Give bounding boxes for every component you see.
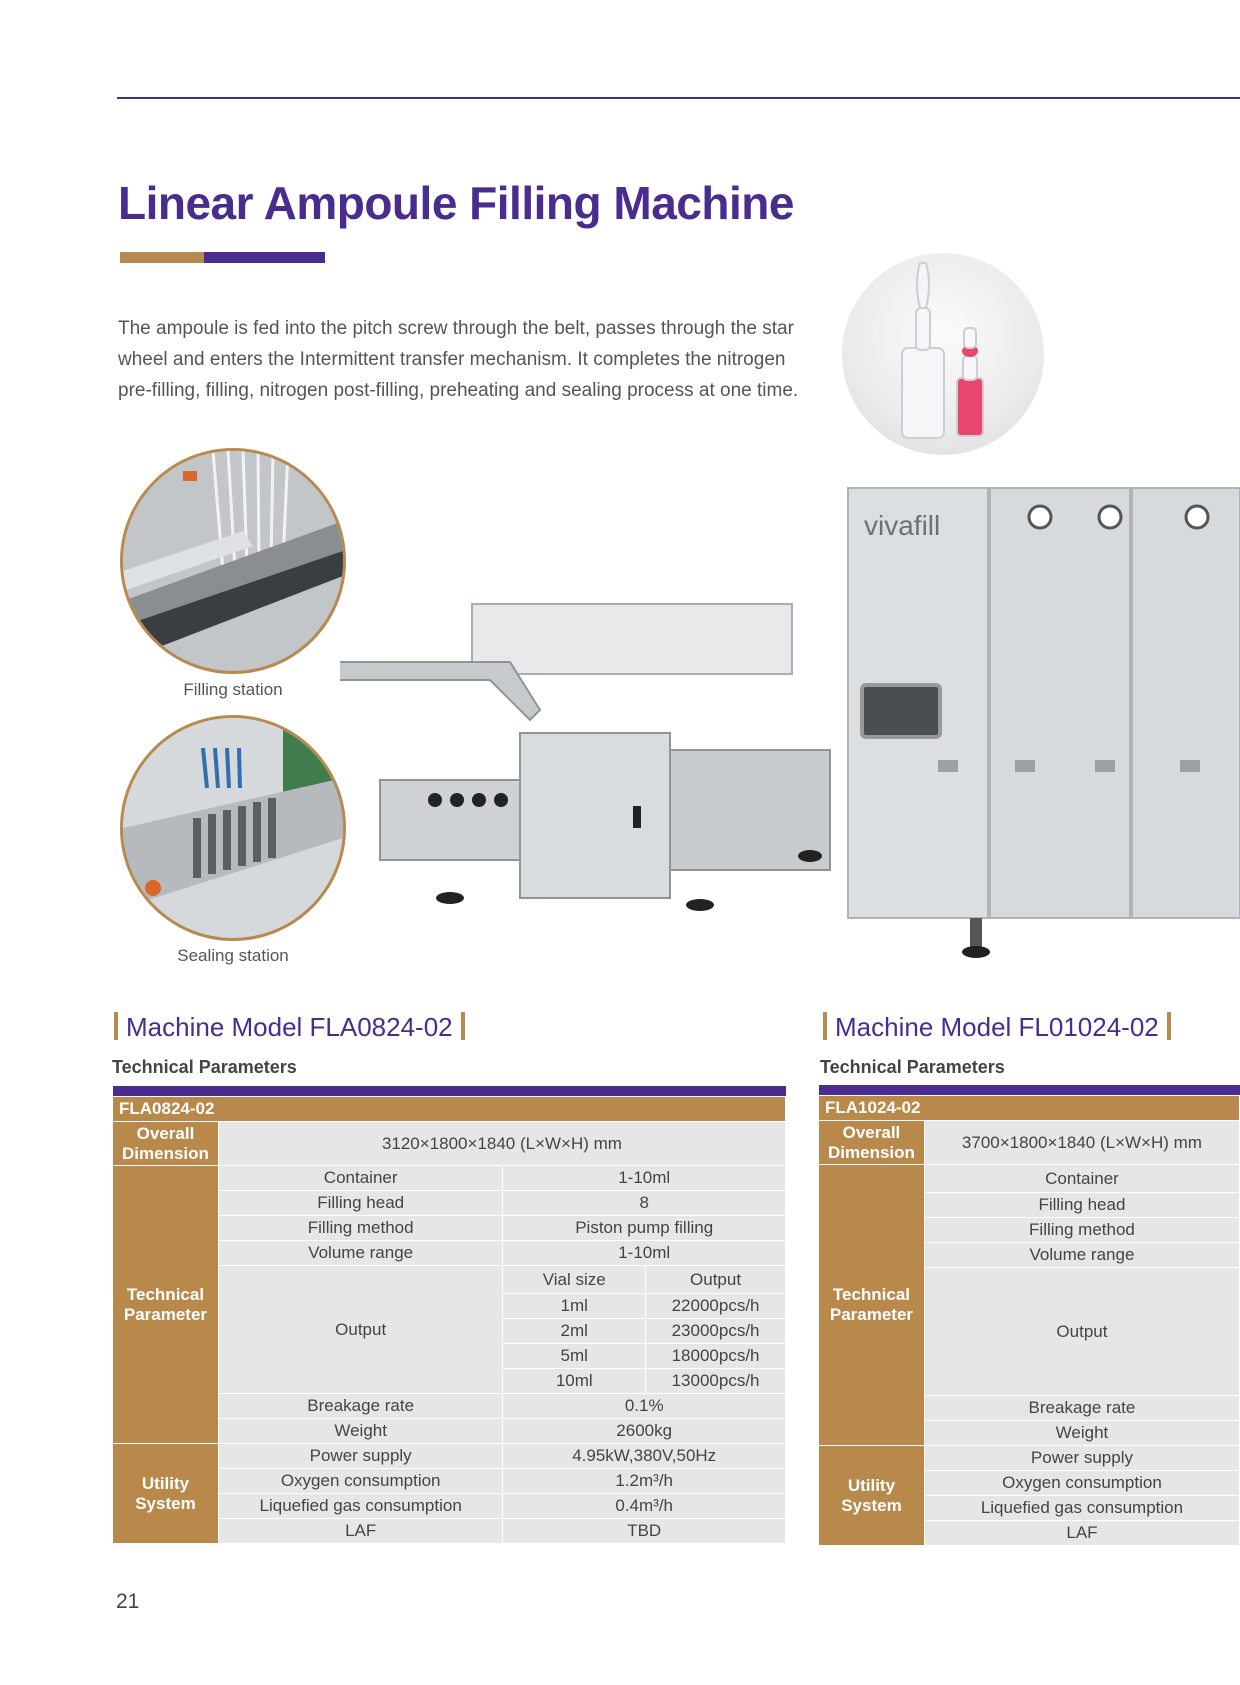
table-top-bar	[113, 1086, 786, 1097]
volume-value: 1-10ml	[503, 1241, 786, 1266]
power-value: 4.95kW,380V,50Hz	[503, 1444, 786, 1469]
tech-param-label: Technical Parameter	[113, 1166, 219, 1444]
output-value: 23000pcs/h	[646, 1319, 786, 1344]
utility-label: Utility System	[113, 1444, 219, 1544]
model1-spec-table	[112, 1086, 786, 1544]
tech-param-label: Technical Parameter	[819, 1165, 925, 1446]
ampoule-photo	[842, 253, 1044, 455]
machine-illustration	[340, 480, 1240, 980]
lgas-label: Liquefied gas consumption	[218, 1494, 502, 1519]
breakage-label: Breakage rate	[218, 1394, 502, 1419]
model2-heading	[815, 1012, 1179, 1043]
volume-label: Volume range	[218, 1241, 502, 1266]
filling-station-photo	[120, 448, 346, 674]
vial-size: 2ml	[503, 1319, 646, 1344]
breakage-value: 0.1%	[503, 1394, 786, 1419]
title-underbar-gold	[120, 252, 204, 263]
overall-value: 3700×1800×1840 (L×W×H) mm	[924, 1121, 1239, 1165]
vial-size: 5ml	[503, 1344, 646, 1369]
title-underbar-purple	[204, 252, 325, 263]
method-value: Piston pump filling	[503, 1216, 786, 1241]
method-label: Filling method	[924, 1218, 1239, 1243]
heading-bar-left	[114, 1012, 118, 1040]
model-code: FLA0824-02	[113, 1097, 786, 1122]
head-label: Filling head	[218, 1191, 502, 1216]
model2-spec-table	[818, 1085, 1240, 1546]
head-value: 8	[503, 1191, 786, 1216]
overall-label: Overall Dimension	[113, 1122, 219, 1166]
oxygen-label: Oxygen consumption	[218, 1469, 502, 1494]
output-value: 22000pcs/h	[646, 1294, 786, 1319]
sealing-station-photo	[120, 715, 346, 941]
vial-size: 1ml	[503, 1294, 646, 1319]
model-code: FLA1024-02	[819, 1096, 1240, 1121]
heading-bar-right	[461, 1012, 465, 1040]
container-label: Container	[924, 1165, 1239, 1193]
weight-value: 2600kg	[503, 1419, 786, 1444]
vial-size: 10ml	[503, 1369, 646, 1394]
laf-label: LAF	[924, 1521, 1239, 1546]
weight-label: Weight	[924, 1421, 1239, 1446]
breakage-label: Breakage rate	[924, 1396, 1239, 1421]
top-rule	[117, 97, 1240, 99]
output-label: Output	[218, 1266, 502, 1394]
model1-heading	[106, 1012, 473, 1043]
oxygen-value: 1.2m³/h	[503, 1469, 786, 1494]
filling-station-caption: Filling station	[183, 680, 283, 699]
table-top-bar	[819, 1085, 1240, 1096]
method-label: Filling method	[218, 1216, 502, 1241]
weight-label: Weight	[218, 1419, 502, 1444]
lgas-label: Liquefied gas consumption	[924, 1496, 1239, 1521]
vial-size-header: Vial size	[503, 1266, 646, 1294]
output-value: 13000pcs/h	[646, 1369, 786, 1394]
container-label: Container	[218, 1166, 502, 1191]
utility-label: Utility System	[819, 1446, 925, 1546]
laf-label: LAF	[218, 1519, 502, 1544]
volume-label: Volume range	[924, 1243, 1239, 1268]
brand-logo: vivafill	[864, 510, 941, 541]
head-label: Filling head	[924, 1193, 1239, 1218]
container-value: 1-10ml	[503, 1166, 786, 1191]
model1-heading-text: Machine Model FLA0824-02	[126, 1012, 453, 1042]
model2-subheading: Technical Parameters	[820, 1057, 1005, 1077]
output-header: Output	[646, 1266, 786, 1294]
intro-paragraph: The ampoule is fed into the pitch screw through the belt, passes through the star wheel and enters the Intermittent transfer mechanism. It completes the nitrogen pre-filling, filling, nitrogen post-filling, preheating and sealing process at one time.	[118, 318, 799, 401]
power-label: Power supply	[218, 1444, 502, 1469]
laf-value: TBD	[503, 1519, 786, 1544]
output-value: 18000pcs/h	[646, 1344, 786, 1369]
output-label: Output	[924, 1268, 1239, 1396]
overall-value: 3120×1800×1840 (L×W×H) mm	[218, 1122, 785, 1166]
model2-heading-text: Machine Model FL01024-02	[835, 1012, 1159, 1042]
heading-bar-right	[1167, 1012, 1171, 1040]
sealing-station-caption: Sealing station	[177, 946, 289, 965]
overall-label: Overall Dimension	[819, 1121, 925, 1165]
power-label: Power supply	[924, 1446, 1239, 1471]
heading-bar-left	[823, 1012, 827, 1040]
page-title: Linear Ampoule Filling Machine	[118, 177, 794, 229]
page-number: 21	[116, 1590, 140, 1613]
oxygen-label: Oxygen consumption	[924, 1471, 1239, 1496]
model1-subheading: Technical Parameters	[112, 1057, 297, 1077]
lgas-value: 0.4m³/h	[503, 1494, 786, 1519]
